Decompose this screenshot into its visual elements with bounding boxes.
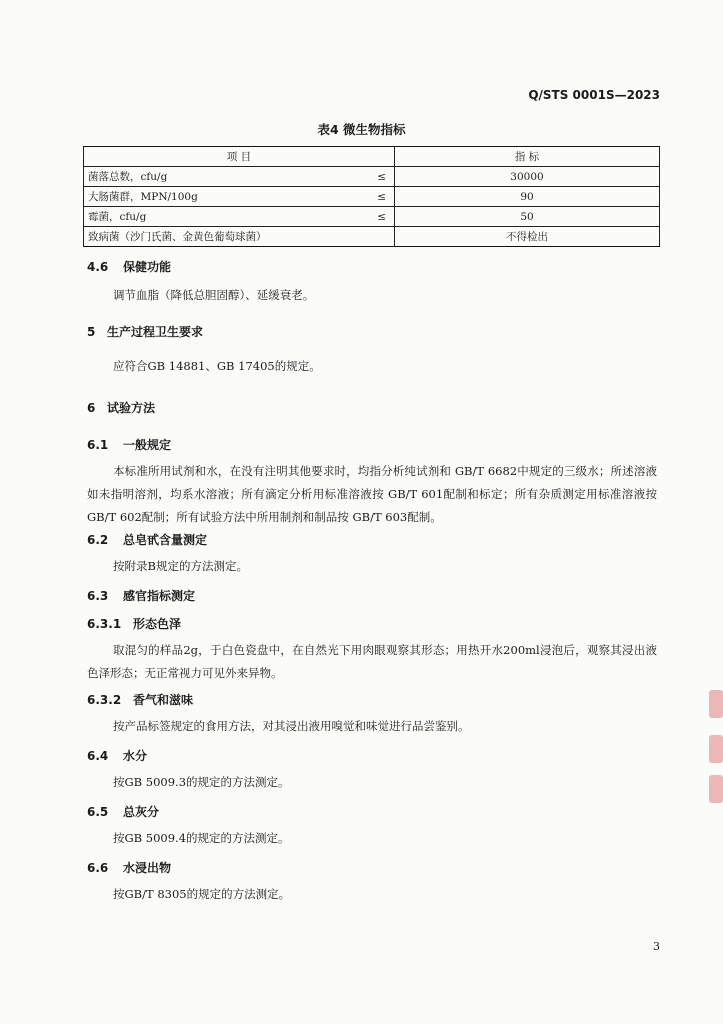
heading-6-3-1 xyxy=(87,615,181,632)
page-number: 3 xyxy=(653,940,660,953)
row-item: 霉菌，cfu/g xyxy=(84,207,373,227)
heading-6-3-2 xyxy=(87,691,193,708)
heading-6-3 xyxy=(87,587,195,604)
row-symbol: ≤ xyxy=(372,187,395,207)
row-value: 50 xyxy=(395,207,660,227)
section-title: 形态色泽 xyxy=(133,617,182,631)
section-number: 6.2 xyxy=(87,533,109,547)
section-title: 水分 xyxy=(123,749,148,763)
section-number: 6.3 xyxy=(87,589,109,603)
section-title: 保健功能 xyxy=(123,260,172,274)
section-title: 一般规定 xyxy=(123,438,172,452)
row-symbol xyxy=(372,227,395,247)
seal-fragment xyxy=(709,735,723,763)
heading-4-6 xyxy=(87,258,171,275)
row-item: 大肠菌群，MPN/100g xyxy=(84,187,373,207)
table-row xyxy=(84,227,660,247)
row-item: 致病菌（沙门氏菌、金黄色葡萄球菌） xyxy=(84,227,373,247)
heading-6 xyxy=(87,399,155,416)
row-value: 不得检出 xyxy=(395,227,660,247)
heading-6-5 xyxy=(87,803,159,820)
paragraph-4-6: 调节血脂（降低总胆固醇）、延缓衰老。 xyxy=(113,288,315,302)
section-number: 6.6 xyxy=(87,861,109,875)
section-number: 6.3.1 xyxy=(87,617,122,631)
section-number: 6.1 xyxy=(87,438,109,452)
table-row xyxy=(84,207,660,227)
paragraph-6-5: 按GB 5009.4的规定的方法测定。 xyxy=(113,831,290,845)
heading-6-1 xyxy=(87,436,171,453)
standard-number: Q/STS 0001S—2023 xyxy=(528,88,660,102)
paragraph-6-2: 按附录B规定的方法测定。 xyxy=(113,559,248,573)
paragraph-6-4: 按GB 5009.3的规定的方法测定。 xyxy=(113,775,290,789)
section-title: 生产过程卫生要求 xyxy=(107,325,204,339)
heading-6-4 xyxy=(87,747,147,764)
section-number: 6 xyxy=(87,401,96,415)
section-number: 6.3.2 xyxy=(87,693,122,707)
table-row xyxy=(84,187,660,207)
paragraph-6-1: 本标准所用试剂和水，在没有注明其他要求时，均指分析纯试剂和 GB/T 6682中规定的三级水；所述溶液如未指明溶剂，均系水溶液；所有滴定分析用标准溶液按 GB/T 601配制和标定；所有杂质测定用标准溶液按 GB/T 602配制；所有试验方法中所用制剂和制品按 GB/T 603配制。 xyxy=(87,464,657,524)
microbiology-table xyxy=(83,146,660,247)
table-row xyxy=(84,167,660,187)
heading-5 xyxy=(87,323,203,340)
heading-6-6 xyxy=(87,859,171,876)
paragraph-6-3-1: 取混匀的样品2g，于白色瓷盘中，在自然光下用肉眼观察其形态；用热开水200ml浸泡后，观察其浸出液色泽形态；无正常视力可见外来异物。 xyxy=(87,643,657,680)
header-item: 项 目 xyxy=(84,147,395,167)
row-value: 90 xyxy=(395,187,660,207)
paragraph-6-6: 按GB/T 8305的规定的方法测定。 xyxy=(113,887,291,901)
row-value: 30000 xyxy=(395,167,660,187)
paragraph-6-3-2: 按产品标签规定的食用方法，对其浸出液用嗅觉和味觉进行品尝鉴别。 xyxy=(113,719,470,733)
section-number: 4.6 xyxy=(87,260,109,274)
section-title: 总皂甙含量测定 xyxy=(123,533,208,547)
table-title: 表4 微生物指标 xyxy=(317,122,406,137)
row-symbol: ≤ xyxy=(372,207,395,227)
heading-6-2 xyxy=(87,531,207,548)
section-number: 6.5 xyxy=(87,805,109,819)
row-item: 菌落总数，cfu/g xyxy=(84,167,373,187)
section-title: 香气和滋味 xyxy=(133,693,194,707)
section-title: 感官指标测定 xyxy=(123,589,196,603)
section-title: 水浸出物 xyxy=(123,861,172,875)
section-number: 6.4 xyxy=(87,749,109,763)
table-header-row xyxy=(84,147,660,167)
section-title: 总灰分 xyxy=(123,805,160,819)
row-symbol: ≤ xyxy=(372,167,395,187)
paragraph-5: 应符合GB 14881、GB 17405的规定。 xyxy=(113,359,321,373)
section-title: 试验方法 xyxy=(107,401,156,415)
seal-fragment xyxy=(709,775,723,803)
seal-fragment xyxy=(709,690,723,718)
section-number: 5 xyxy=(87,325,96,339)
header-value: 指 标 xyxy=(395,147,660,167)
